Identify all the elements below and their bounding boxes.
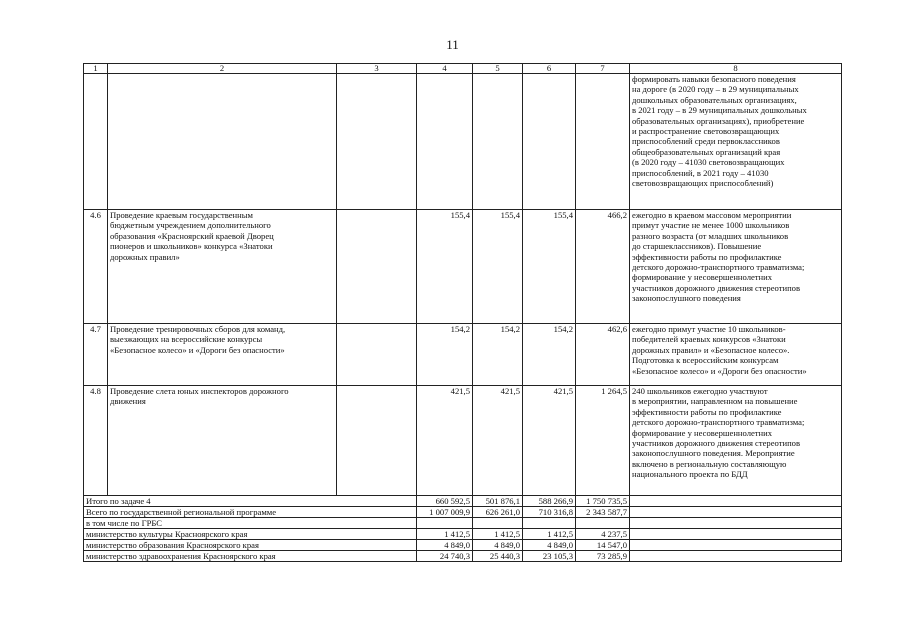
total-col4: 660 592,5 bbox=[417, 496, 473, 507]
item-col3 bbox=[337, 74, 417, 210]
table-row bbox=[84, 386, 842, 496]
total-label: министерство образования Красноярского края bbox=[84, 540, 417, 551]
value-col7: 1 264,5 bbox=[576, 386, 630, 496]
total-label: Всего по государственной региональной программе bbox=[84, 507, 417, 518]
column-number-row bbox=[84, 64, 842, 74]
expected-result: ежегодно в краевом массовом мероприятии примут участие не менее 1000 школьников разного возраста (от младших школьников до старшеклассников). Повышение эффективности работы по профилактике детского дорожно-транспортного травматизма; формирование у несовершеннолетних участников дорожного движения стереотипов законопослушного поведения bbox=[630, 210, 842, 324]
table-row bbox=[84, 74, 842, 210]
item-col3 bbox=[337, 324, 417, 386]
expected-result: формировать навыки безопасного поведения на дороге (в 2020 году – в 29 муниципальных дошкольных образовательных организациях, в 2021 году – в 29 муниципальных дошкольных образовательных организациях), приобретение и распространение световозвращающих приспособлений среди первоклассников общеобразовательных организаций края (в 2020 году – 41030 световозвращающих приспособлений, в 2021 году – 41030 световозвращающих приспособлений) bbox=[630, 74, 842, 210]
value-col5: 155,4 bbox=[473, 210, 523, 324]
item-col3 bbox=[337, 210, 417, 324]
column-header: 5 bbox=[473, 64, 523, 74]
total-col4: 1 412,5 bbox=[417, 529, 473, 540]
value-col6: 154,2 bbox=[523, 324, 576, 386]
total-col5: 1 412,5 bbox=[473, 529, 523, 540]
total-col4: 4 849,0 bbox=[417, 540, 473, 551]
item-name: Проведение краевым государственным бюджетным учреждением дополнительного образования «Красноярский краевой Дворец пионеров и школьников» конкурса «Знатоки дорожных правил» bbox=[108, 210, 337, 324]
item-number: 4.7 bbox=[84, 324, 108, 386]
page-number: 11 bbox=[446, 37, 459, 52]
total-col5: 626 261,0 bbox=[473, 507, 523, 518]
item-name bbox=[108, 74, 337, 210]
total-col5: 501 876,1 bbox=[473, 496, 523, 507]
total-col4: 24 740,3 bbox=[417, 551, 473, 562]
item-name: Проведение слета юных инспекторов дорожного движения bbox=[108, 386, 337, 496]
total-label: Итого по задаче 4 bbox=[84, 496, 417, 507]
column-header: 2 bbox=[108, 64, 337, 74]
total-row bbox=[84, 529, 842, 540]
total-col8 bbox=[630, 496, 842, 507]
value-col6: 155,4 bbox=[523, 210, 576, 324]
total-col8 bbox=[630, 540, 842, 551]
total-col6 bbox=[523, 518, 576, 529]
column-header: 1 bbox=[84, 64, 108, 74]
total-row bbox=[84, 507, 842, 518]
value-col4: 154,2 bbox=[417, 324, 473, 386]
program-table bbox=[83, 63, 842, 562]
total-col4 bbox=[417, 518, 473, 529]
total-label: в том числе по ГРБС bbox=[84, 518, 417, 529]
item-name: Проведение тренировочных сборов для команд, выезжающих на всероссийские конкурсы «Безопасное колесо» и «Дороги без опасности» bbox=[108, 324, 337, 386]
total-col7: 1 750 735,5 bbox=[576, 496, 630, 507]
total-col5: 4 849,0 bbox=[473, 540, 523, 551]
column-header: 7 bbox=[576, 64, 630, 74]
value-col4: 421,5 bbox=[417, 386, 473, 496]
value-col4 bbox=[417, 74, 473, 210]
column-header: 4 bbox=[417, 64, 473, 74]
value-col7 bbox=[576, 74, 630, 210]
total-col8 bbox=[630, 507, 842, 518]
column-header: 3 bbox=[337, 64, 417, 74]
value-col5: 154,2 bbox=[473, 324, 523, 386]
total-col5: 25 440,3 bbox=[473, 551, 523, 562]
total-label: министерство здравоохранения Красноярского края bbox=[84, 551, 417, 562]
total-col6: 710 316,8 bbox=[523, 507, 576, 518]
total-col8 bbox=[630, 518, 842, 529]
value-col5: 421,5 bbox=[473, 386, 523, 496]
item-number bbox=[84, 74, 108, 210]
total-row bbox=[84, 496, 842, 507]
total-row bbox=[84, 540, 842, 551]
total-col7: 73 285,9 bbox=[576, 551, 630, 562]
total-col8 bbox=[630, 551, 842, 562]
total-col7: 2 343 587,7 bbox=[576, 507, 630, 518]
value-col4: 155,4 bbox=[417, 210, 473, 324]
table-row bbox=[84, 210, 842, 324]
table-row bbox=[84, 324, 842, 386]
item-col3 bbox=[337, 386, 417, 496]
column-header: 6 bbox=[523, 64, 576, 74]
total-row bbox=[84, 518, 842, 529]
total-label: министерство культуры Красноярского края bbox=[84, 529, 417, 540]
value-col5 bbox=[473, 74, 523, 210]
total-col7: 4 237,5 bbox=[576, 529, 630, 540]
column-header: 8 bbox=[630, 64, 842, 74]
value-col6 bbox=[523, 74, 576, 210]
total-col5 bbox=[473, 518, 523, 529]
item-number: 4.6 bbox=[84, 210, 108, 324]
expected-result: ежегодно примут участие 10 школьников- победителей краевых конкурсов «Знатоки дорожных правил» и «Безопасное колесо». Подготовка к всероссийским конкурсам «Безопасное колесо» и «Дороги без опасности» bbox=[630, 324, 842, 386]
total-col7 bbox=[576, 518, 630, 529]
item-number: 4.8 bbox=[84, 386, 108, 496]
expected-result: 240 школьников ежегодно участвуют в мероприятии, направленном на повышение эффективности работы по профилактике детского дорожно-транспортного травматизма; формирование у несовершеннолетних участников дорожного движения стереотипов законопослушного поведения. Мероприятие включено в региональную составляющую национального проекта по БДД bbox=[630, 386, 842, 496]
total-col6: 23 105,3 bbox=[523, 551, 576, 562]
total-row bbox=[84, 551, 842, 562]
total-col7: 14 547,0 bbox=[576, 540, 630, 551]
total-col4: 1 007 009,9 bbox=[417, 507, 473, 518]
total-col6: 4 849,0 bbox=[523, 540, 576, 551]
value-col6: 421,5 bbox=[523, 386, 576, 496]
value-col7: 462,6 bbox=[576, 324, 630, 386]
value-col7: 466,2 bbox=[576, 210, 630, 324]
total-col6: 1 412,5 bbox=[523, 529, 576, 540]
total-col6: 588 266,9 bbox=[523, 496, 576, 507]
total-col8 bbox=[630, 529, 842, 540]
